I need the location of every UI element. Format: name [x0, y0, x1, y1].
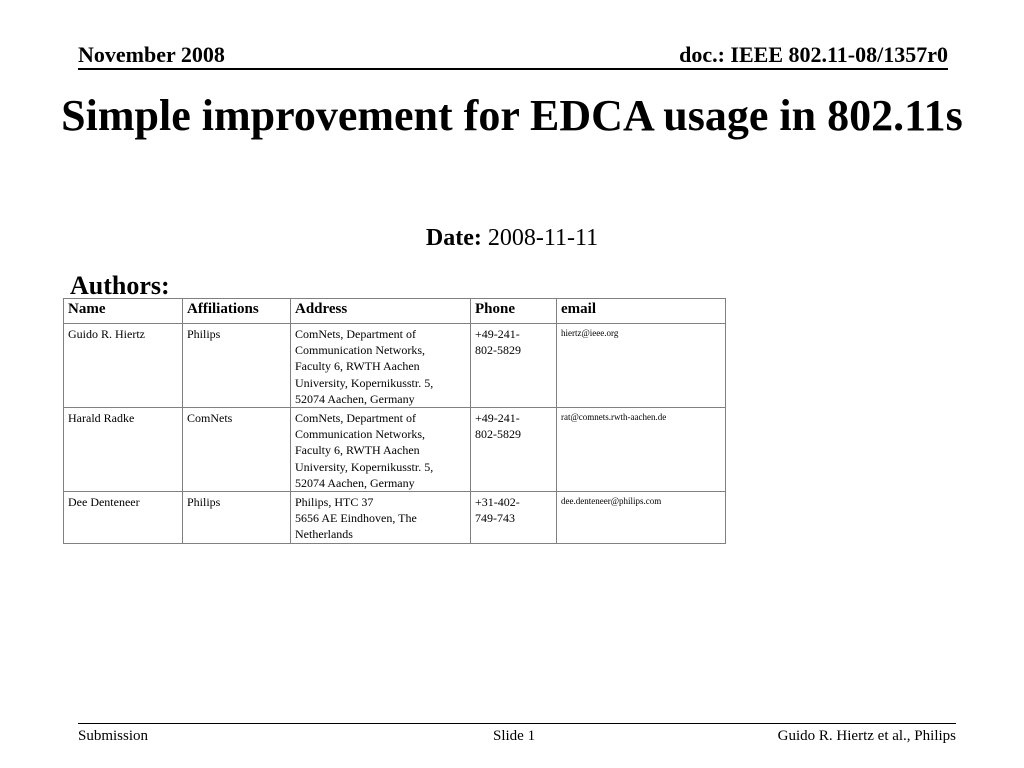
phone-line: 749-743 [475, 511, 515, 526]
slide-header [78, 42, 948, 70]
table-header-row [64, 299, 726, 324]
address-line: ComNets, Department of [295, 327, 416, 341]
column-header-email: email [557, 299, 726, 324]
address-line: 52074 Aachen, Germany [295, 391, 415, 406]
address-line: Faculty 6, RWTH Aachen [295, 443, 420, 458]
author-name: Harald Radke [64, 408, 183, 492]
author-email: rat@comnets.rwth-aachen.de [557, 408, 726, 492]
phone-line: +49-241- [475, 411, 520, 426]
phone-line: 802-5829 [475, 427, 521, 442]
author-address [291, 324, 471, 408]
address-line: Faculty 6, RWTH Aachen [295, 359, 420, 374]
footer-submission: Submission [78, 728, 149, 744]
authors-table [63, 298, 726, 544]
table-row [64, 324, 726, 408]
address-line: Communication Networks, [295, 343, 425, 358]
phone-line: +31-402- [475, 495, 520, 510]
address-line: University, Kopernikusstr. 5, [295, 375, 434, 390]
column-header-name: Name [64, 299, 183, 324]
header-date: November 2008 [78, 42, 225, 67]
phone-line: 802-5829 [475, 343, 521, 358]
column-header-affiliations: Affiliations [183, 299, 291, 324]
author-affiliation: ComNets [183, 408, 291, 492]
table-row [64, 408, 726, 492]
footer-slide-number: Slide 1 [493, 728, 536, 744]
table-row [64, 492, 726, 544]
author-email: dee.denteneer@philips.com [557, 492, 726, 544]
author-address [291, 492, 471, 544]
date-value: 2008-11-11 [487, 225, 599, 251]
address-line: Netherlands [295, 527, 353, 542]
authors-heading: Authors: [70, 271, 170, 300]
address-line: 5656 AE Eindhoven, The [295, 511, 417, 526]
author-affiliation: Philips [183, 492, 291, 544]
phone-line: +49-241- [475, 327, 520, 341]
footer-author: Guido R. Hiertz et al., Philips [777, 728, 956, 744]
author-affiliation: Philips [183, 324, 291, 408]
address-line: Philips, HTC 37 [295, 495, 374, 510]
address-line: ComNets, Department of [295, 411, 416, 426]
slide-title: Simple improvement for EDCA usage in 802.11s [61, 91, 963, 140]
footer-divider [78, 723, 956, 724]
author-phone [471, 408, 557, 492]
address-line: University, Kopernikusstr. 5, [295, 459, 434, 474]
address-line: Communication Networks, [295, 427, 425, 442]
header-doc-id: doc.: IEEE 802.11-08/1357r0 [679, 42, 948, 67]
author-name: Guido R. Hiertz [64, 324, 183, 408]
address-line: 52074 Aachen, Germany [295, 475, 415, 490]
date-line [0, 225, 1024, 252]
date-label: Date: [425, 225, 482, 251]
author-name: Dee Denteneer [64, 492, 183, 544]
column-header-phone: Phone [471, 299, 557, 324]
author-address [291, 408, 471, 492]
column-header-address: Address [291, 299, 471, 324]
author-phone [471, 492, 557, 544]
author-phone [471, 324, 557, 408]
author-email: hiertz@ieee.org [557, 324, 726, 408]
